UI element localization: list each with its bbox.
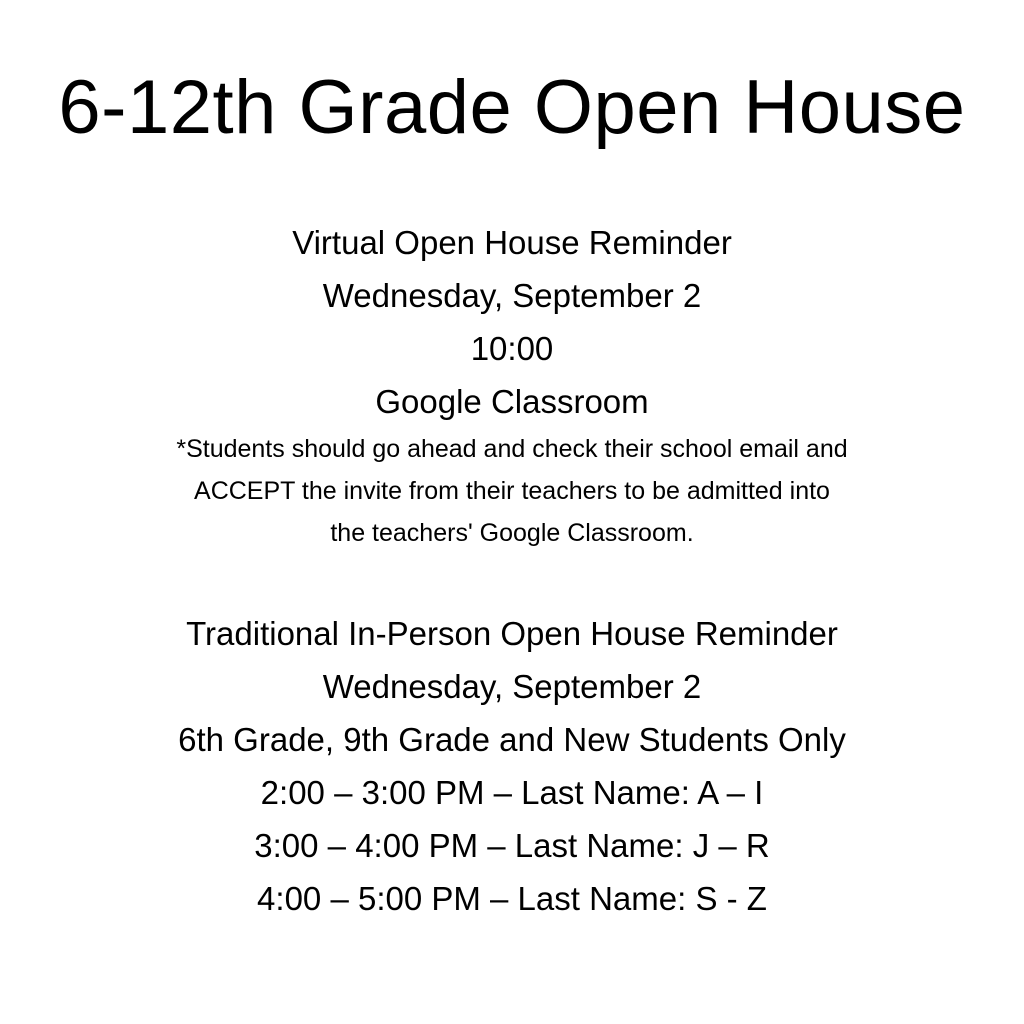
- schedule-slot: 2:00 – 3:00 PM – Last Name: A – I: [260, 774, 764, 811]
- schedule-slot: 4:00 – 5:00 PM – Last Name: S - Z: [257, 880, 767, 917]
- in-person-open-house-section: [0, 607, 1024, 925]
- virtual-date: Wednesday, September 2: [322, 277, 702, 314]
- schedule-slot: 3:00 – 4:00 PM – Last Name: J – R: [254, 827, 770, 864]
- virtual-note-line: ACCEPT the invite from their teachers to be admitted into: [194, 477, 830, 505]
- in-person-audience: 6th Grade, 9th Grade and New Students Only: [178, 721, 846, 758]
- virtual-note: [102, 428, 922, 554]
- virtual-heading: Virtual Open House Reminder: [292, 224, 732, 261]
- in-person-heading: Traditional In-Person Open House Reminder: [186, 615, 838, 652]
- virtual-time: 10:00: [470, 330, 554, 367]
- virtual-open-house-section: [0, 216, 1024, 554]
- page-title: 6-12th Grade Open House: [58, 65, 966, 150]
- virtual-note-line: the teachers' Google Classroom.: [330, 519, 694, 547]
- virtual-note-line: *Students should go ahead and check their school email and: [176, 435, 848, 463]
- virtual-location: Google Classroom: [375, 383, 649, 420]
- in-person-date: Wednesday, September 2: [322, 668, 702, 705]
